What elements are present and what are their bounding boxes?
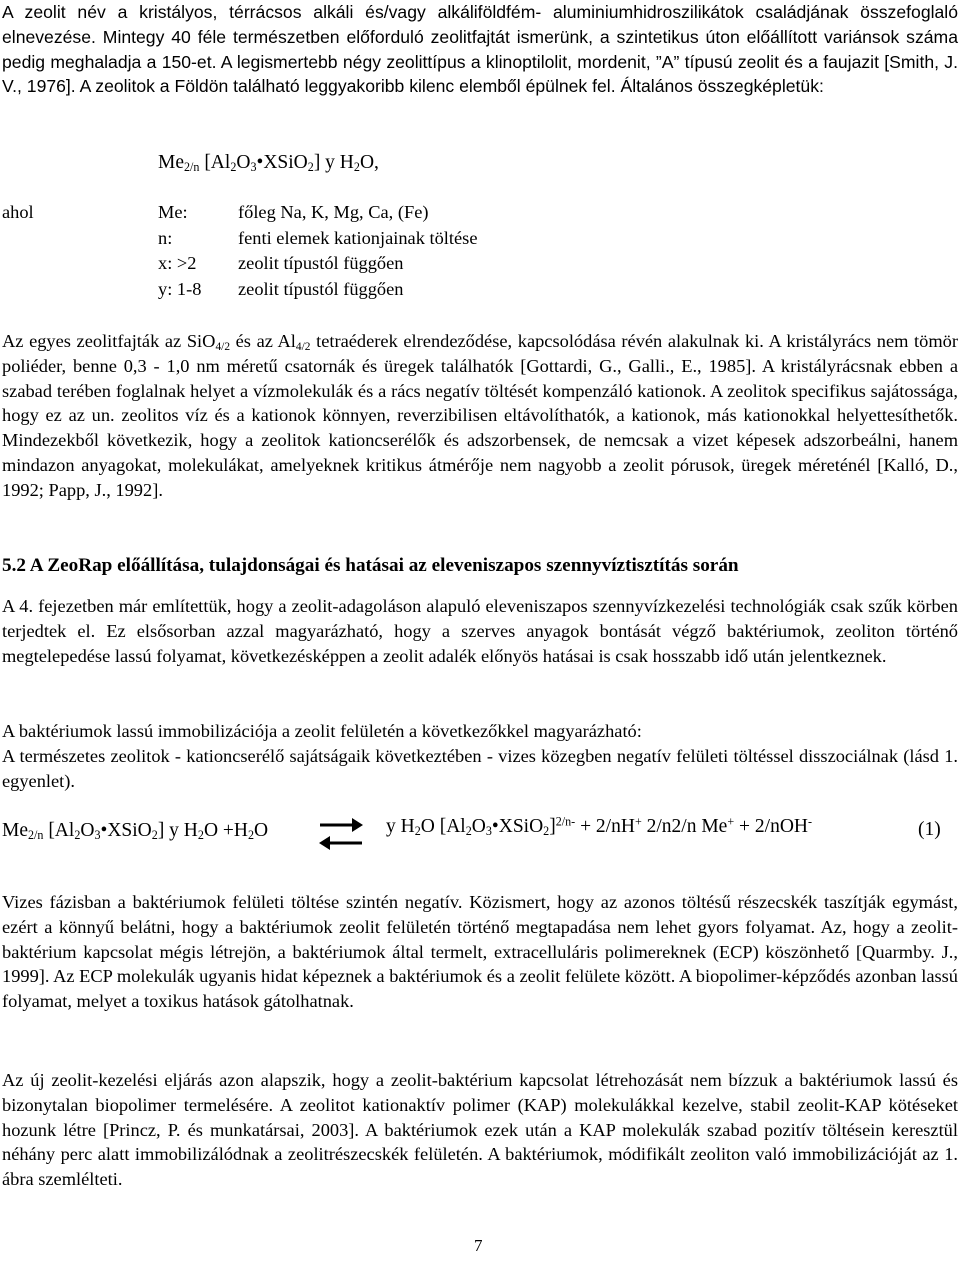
eq-superscript: 2/n- xyxy=(555,814,576,829)
formula-subscript: 2 xyxy=(230,160,237,175)
definition-text: főleg Na, K, Mg, Ca, (Fe) xyxy=(238,202,429,222)
eq-subscript: 2 xyxy=(543,824,550,839)
eq-subscript: 3 xyxy=(485,824,492,839)
eq-part: y H xyxy=(386,816,415,837)
definition-symbol: x: >2 xyxy=(158,253,197,273)
eq-subscript: 2 xyxy=(465,824,472,839)
eq-subscript: 2/n xyxy=(28,828,44,843)
page-number: 7 xyxy=(474,1236,483,1255)
definition-row xyxy=(158,277,404,303)
formula-subscript: 3 xyxy=(250,160,257,175)
text-run: és az Al xyxy=(230,331,296,351)
equilibrium-arrows-icon xyxy=(318,813,364,853)
definition-row xyxy=(158,251,404,277)
formula-part: • xyxy=(256,152,264,173)
eq-part: + 2/nH xyxy=(575,816,635,837)
eq-subscript: 3 xyxy=(94,828,101,843)
formula-subscript: 2/n xyxy=(184,160,200,175)
definition-text: zeolit típustól függően xyxy=(238,278,404,299)
text-line: A természetes zeolitok - kationcserélő sajátságaik következtében - vizes közegben negatív felületi töltéssel disszociálnak (lásd 1. egyenlet). xyxy=(2,745,958,791)
paragraph-new-method: Az új zeolit-kezelési eljárás azon alapszik, hogy a zeolit-baktérium kapcsolat létrehozását nem bízzuk a baktériumok lassú és bizonytalan biopolimer termelésére. A zeolitot kationaktív polimer (KAP) molekulákkal kezelve, stabil zeolit-KAP kötéseket hozunk létre [Princz, P. és munkatársai, 2003]. A baktériumok ezek után a KAP molekulák szabad pozitív töltésein keresztül néhány perc alatt immobilizálódnak a zeolitrészecskék felületén. A baktériumok, módifikált zeoliton való immobilizációját az 1. ábra szemlélteti. xyxy=(2,1070,958,1190)
eq-part: ] xyxy=(549,816,556,837)
eq-subscript: 2 xyxy=(151,828,158,843)
eq-part: XSiO xyxy=(498,816,544,837)
definition-symbol: y: 1-8 xyxy=(158,278,202,299)
formula-subscript: 2 xyxy=(353,160,360,175)
text-run: Az egyes zeolitfajták az SiO xyxy=(2,331,216,351)
definition-row xyxy=(158,226,478,252)
equation-left-side xyxy=(2,820,268,842)
eq-part: O [Al xyxy=(420,816,466,837)
formula-subscript: 2 xyxy=(307,160,314,175)
definition-symbol: Me: xyxy=(158,202,188,222)
eq-part: Me xyxy=(2,820,28,841)
eq-superscript: + xyxy=(634,814,642,829)
eq-part: ] y H xyxy=(157,820,198,841)
eq-part: O xyxy=(254,820,269,841)
formula-part: O xyxy=(236,152,251,173)
formula-part: [Al xyxy=(199,152,231,173)
paragraph-surface-charge: Vizes fázisban a baktériumok felületi töltése szintén negatív. Közismert, hogy az azonos töltésű részecskék taszítják egymást, ezért a könnyű belátni, hogy a baktériumok zeolit felületén történő megtapadása nem lehet gyors folyamat. Az, hogy a zeolit-baktérium kapcsolat mégis létrejön, a baktériumok által termelt, extracelluláris polimereknek (ECP) köszönhető [Quarmby. J., 1999]. Az ECP molekulák ugyanis hidat képeznek a baktériumok és a zeolit felülete között. A biopolimer-képződés azonban lassú folyamat, melyet a toxikus hatások gátolhatnak. xyxy=(2,892,958,1012)
text-line: A baktériumok lassú immobilizációja a zeolit felületén a következőkkel magyarázható: xyxy=(2,721,642,741)
eq-superscript: - xyxy=(808,814,813,829)
formula-part: ] y H xyxy=(313,152,354,173)
eq-superscript: + xyxy=(727,814,735,829)
equation-1 xyxy=(2,810,958,860)
eq-subscript: 2 xyxy=(197,828,204,843)
general-formula xyxy=(158,152,379,174)
text-subscript: 4/2 xyxy=(215,340,231,353)
definition-symbol: n: xyxy=(158,227,173,248)
eq-part: [Al xyxy=(43,820,75,841)
eq-subscript: 2 xyxy=(247,828,255,843)
formula-part: XSiO xyxy=(263,152,308,173)
definition-row xyxy=(158,200,429,226)
paragraph-structure xyxy=(2,329,958,503)
eq-part: • xyxy=(100,820,108,841)
intro-paragraph: A zeolit név a kristályos, térrácsos alkáli és/vagy alkáliföldfém- aluminiumhidroszilikátok családjának összefoglaló elnevezése. Mintegy 40 féle természetben előforduló zeolitfajtát ismerünk, a szintetikus úton előállított variánsok száma pedig meghaladja a 150-et. A legismertebb négy zeolittípus a klinoptilolit, mordenit, ”A” típusú zeolit és a faujazit [Smith, J. V., 1976]. A zeolitok a Földön található leggyakoribb kilenc elemből épülnek fel. Általános összegképletük: xyxy=(2,2,958,97)
eq-part: O xyxy=(471,816,486,837)
formula-part: O, xyxy=(359,152,379,173)
definition-text: zeolit típustól függően xyxy=(238,253,404,273)
text-run: tetraéderek elrendeződése, kapcsolódása révén alakulnak ki. A kristályrács nem tömör poliéder, benne 0,3 - 1,0 nm méretű csatornák és üregek találhatók [Gottardi, G., Galli., E., 1985]. A kristályrácsnak ebben a szabad terében foglalnak helyet a vízmolekulák és a rács negatív töltését kompenzáló kationok. A zeolitok specifikus sajátossága, hogy ez az un. zeolitos víz és a kationok könnyen, reverzibilisen eltávolíthatók, a kationok, más kationokkal helyettesíthetők. Mindezekből következik, hogy a zeolitok kationcserélők és adszorbensek, de nemcsak a vizet képesek adszorbeálni, hanem mindazon anyagokat, molekulákat, amelyeknek kritikus átmérője nem nagyobb a zeolit pórusok, üregek méreténél [Kalló, D., 1992; Papp, J., 1992]. xyxy=(2,331,958,500)
text-subscript: 4/2 xyxy=(295,340,311,353)
definitions-label: ahol xyxy=(2,202,34,222)
definition-text: fenti elemek kationjainak töltése xyxy=(238,227,478,248)
paragraph-technology: A 4. fejezetben már említettük, hogy a zeolit-adagoláson alapuló eleveniszapos szennyvízkezelési technológiák csak szűk körben terjedtek el. Ez elsősorban azzal magyarázható, hogy a szerves anyagok bontását végző baktériumok, zeoliton történő megtelepedése lassú folyamat, következésképpen a zeolit adalék előnyös hatásai is csak hosszabb idő után jelentkeznek. xyxy=(2,596,958,666)
formula-part: Me xyxy=(158,152,184,173)
equation-number: (1) xyxy=(918,819,941,840)
eq-part: + 2/nOH xyxy=(734,816,808,837)
eq-part: XSiO xyxy=(107,820,152,841)
eq-part: • xyxy=(491,816,499,837)
section-heading: 5.2 A ZeoRap előállítása, tulajdonságai és hatásai az eleveniszapos szennyvíztisztítás során xyxy=(2,555,739,576)
paragraph-immobilization xyxy=(2,719,958,793)
eq-subscript: 2 xyxy=(414,824,421,839)
eq-subscript: 2 xyxy=(74,828,81,843)
eq-part: O xyxy=(80,820,95,841)
equation-right-side xyxy=(386,816,812,838)
eq-part: 2/n2/n Me xyxy=(641,816,728,837)
eq-part: O +H xyxy=(203,820,248,841)
